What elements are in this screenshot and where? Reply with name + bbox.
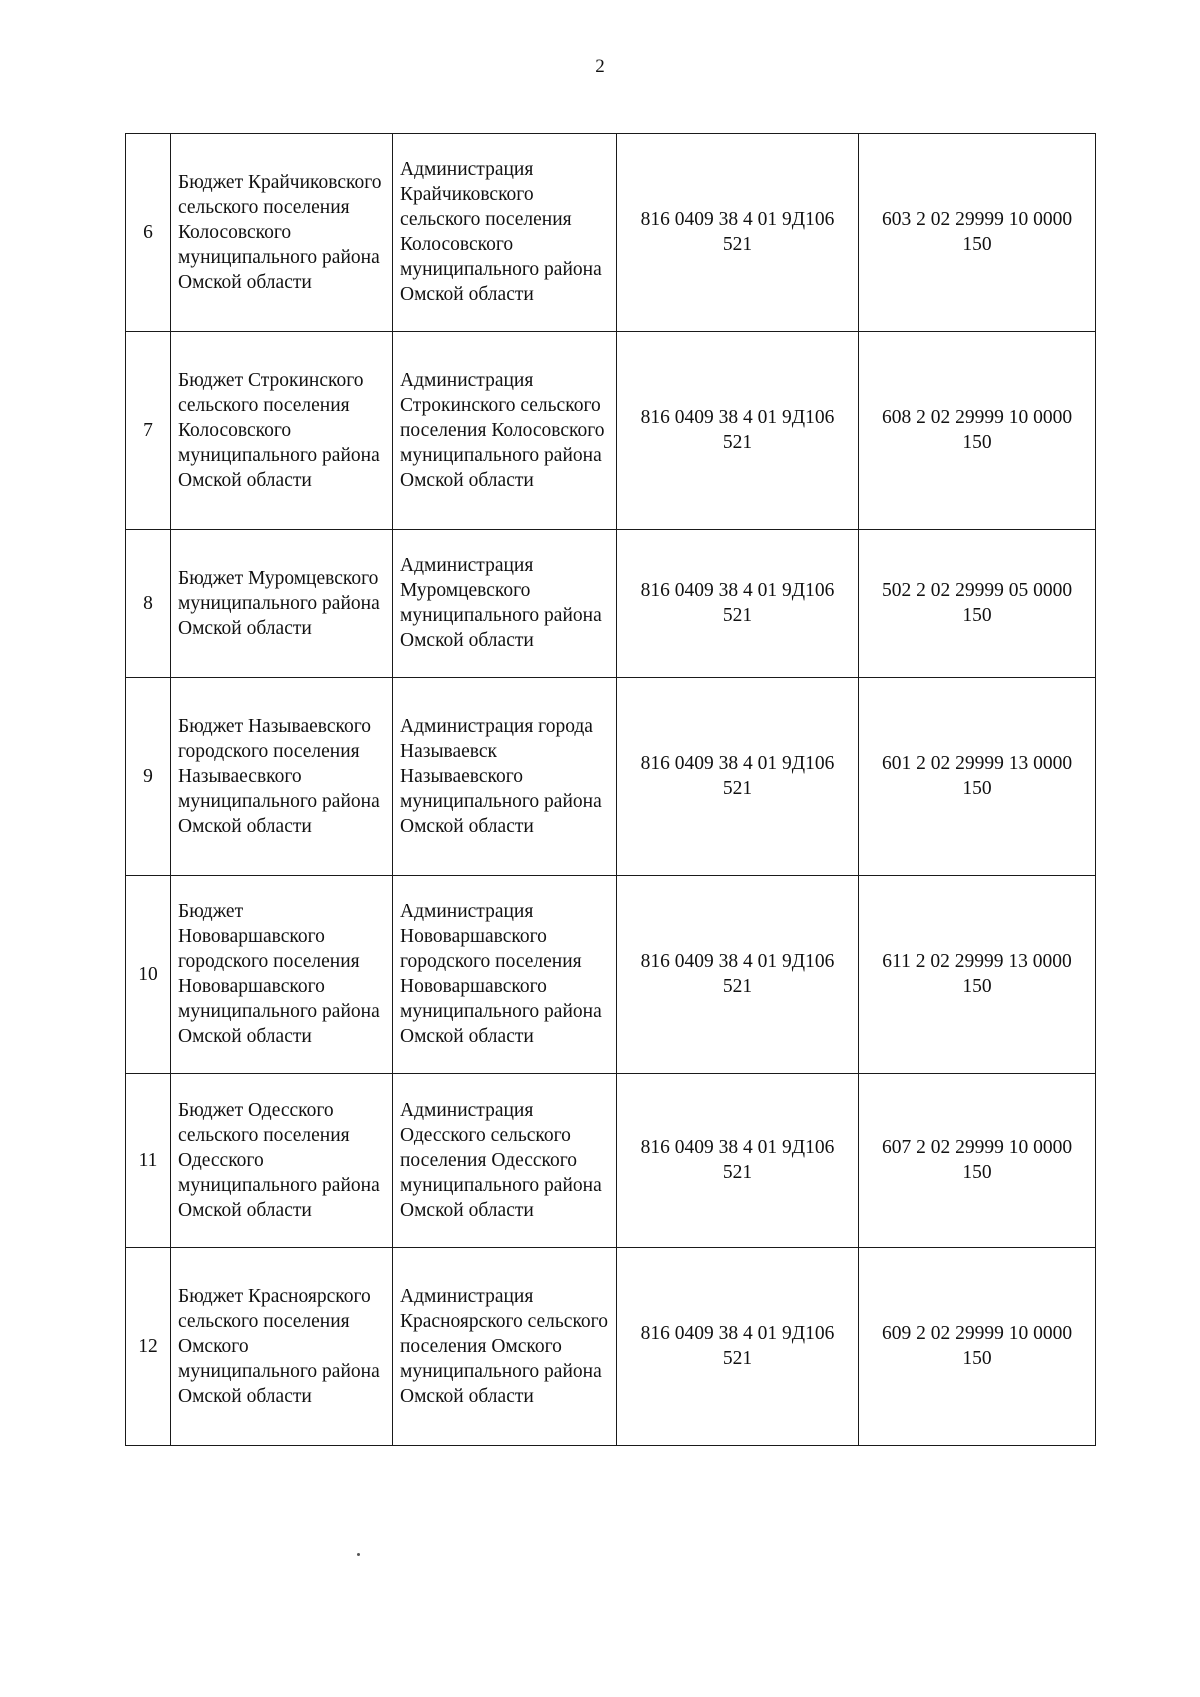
row-number-cell: 10 xyxy=(126,876,171,1074)
revenue-code-cell: 607 2 02 29999 10 0000 150 xyxy=(859,1074,1096,1248)
administrator-cell: Администрация Красноярского сельского поселения Омского муниципального района Омской области xyxy=(393,1248,617,1446)
expense-code-cell: 816 0409 38 4 01 9Д106 521 xyxy=(617,134,859,332)
expense-code-cell: 816 0409 38 4 01 9Д106 521 xyxy=(617,1248,859,1446)
administrator-cell: Администрация Одесского сельского поселения Одесского муниципального района Омской области xyxy=(393,1074,617,1248)
expense-code-cell: 816 0409 38 4 01 9Д106 521 xyxy=(617,332,859,530)
expense-code-cell: 816 0409 38 4 01 9Д106 521 xyxy=(617,678,859,876)
row-number-cell: 6 xyxy=(126,134,171,332)
budget-name-cell: Бюджет Называевского городского поселения Называесвкого муниципального района Омской области xyxy=(171,678,393,876)
row-number-cell: 7 xyxy=(126,332,171,530)
budget-name-cell: Бюджет Одесского сельского поселения Одесского муниципального района Омской области xyxy=(171,1074,393,1248)
table-row xyxy=(126,134,1096,332)
table-row xyxy=(126,530,1096,678)
administrator-cell: Администрация Строкинского сельского поселения Колосовского муниципального района Омской области xyxy=(393,332,617,530)
budget-transfer-table xyxy=(125,133,1096,1446)
table-row xyxy=(126,1074,1096,1248)
revenue-code-cell: 611 2 02 29999 13 0000 150 xyxy=(859,876,1096,1074)
table-row xyxy=(126,1248,1096,1446)
budget-name-cell: Бюджет Крайчиковского сельского поселения Колосовского муниципального района Омской области xyxy=(171,134,393,332)
scan-speck xyxy=(357,1553,360,1556)
expense-code-cell: 816 0409 38 4 01 9Д106 521 xyxy=(617,876,859,1074)
administrator-cell: Администрация Нововаршавского городского поселения Нововаршавского муниципального района Омской области xyxy=(393,876,617,1074)
revenue-code-cell: 502 2 02 29999 05 0000 150 xyxy=(859,530,1096,678)
revenue-code-cell: 601 2 02 29999 13 0000 150 xyxy=(859,678,1096,876)
revenue-code-cell: 603 2 02 29999 10 0000 150 xyxy=(859,134,1096,332)
row-number-cell: 8 xyxy=(126,530,171,678)
expense-code-cell: 816 0409 38 4 01 9Д106 521 xyxy=(617,530,859,678)
row-number-cell: 11 xyxy=(126,1074,171,1248)
administrator-cell: Администрация Крайчиковского сельского поселения Колосовского муниципального района Омской области xyxy=(393,134,617,332)
budget-name-cell: Бюджет Нововаршавского городского поселения Нововаршавского муниципального района Омской области xyxy=(171,876,393,1074)
table-row xyxy=(126,876,1096,1074)
administrator-cell: Администрация города Называевск Называевского муниципального района Омской области xyxy=(393,678,617,876)
revenue-code-cell: 609 2 02 29999 10 0000 150 xyxy=(859,1248,1096,1446)
table-row xyxy=(126,678,1096,876)
row-number-cell: 9 xyxy=(126,678,171,876)
budget-name-cell: Бюджет Муромцевского муниципального района Омской области xyxy=(171,530,393,678)
budget-name-cell: Бюджет Красноярского сельского поселения Омского муниципального района Омской области xyxy=(171,1248,393,1446)
table-row xyxy=(126,332,1096,530)
expense-code-cell: 816 0409 38 4 01 9Д106 521 xyxy=(617,1074,859,1248)
budget-name-cell: Бюджет Строкинского сельского поселения Колосовского муниципального района Омской области xyxy=(171,332,393,530)
administrator-cell: Администрация Муромцевского муниципального района Омской области xyxy=(393,530,617,678)
row-number-cell: 12 xyxy=(126,1248,171,1446)
page-number: 2 xyxy=(595,56,605,77)
revenue-code-cell: 608 2 02 29999 10 0000 150 xyxy=(859,332,1096,530)
